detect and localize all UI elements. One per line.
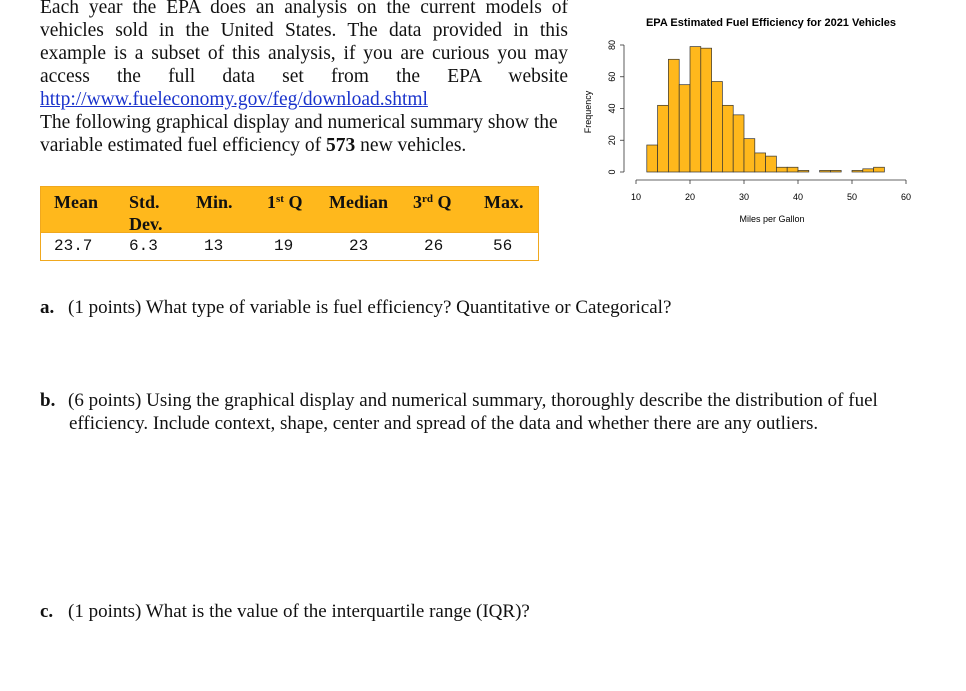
value-min: 13 bbox=[204, 237, 224, 255]
question-c-text: (1 points) What is the value of the interquartile range (IQR)? bbox=[68, 601, 530, 622]
header-median: Median bbox=[329, 192, 389, 212]
histogram-bar bbox=[776, 167, 787, 172]
y-axis bbox=[607, 40, 624, 175]
value-median: 23 bbox=[349, 237, 369, 255]
histogram-bar bbox=[874, 167, 885, 172]
y-axis-label: Frequency bbox=[583, 90, 593, 134]
header-q1 bbox=[267, 191, 302, 213]
x-tick-label: 10 bbox=[630, 192, 642, 202]
intro-paragraph bbox=[40, 0, 568, 157]
question-b-text-cont: efficiency. Include context, shape, center and spread of the data and whether there are any outliers. bbox=[69, 413, 819, 434]
x-tick-label: 50 bbox=[846, 192, 858, 202]
histogram-bar bbox=[690, 47, 701, 172]
histogram-bar bbox=[766, 156, 777, 172]
intro-line: example is a subset of this analysis, if you are curious you may bbox=[40, 43, 568, 64]
histogram-bar bbox=[701, 48, 712, 172]
vehicle-count: 573 bbox=[326, 135, 356, 156]
y-tick-label: 60 bbox=[607, 71, 617, 82]
histogram-bar bbox=[863, 169, 874, 172]
header-q1-num: 1 bbox=[267, 192, 276, 212]
epa-download-link[interactable]: http://www.fueleconomy.gov/feg/download.shtml bbox=[40, 89, 428, 110]
intro-text: variable estimated fuel efficiency of bbox=[40, 135, 327, 156]
histogram-bar bbox=[798, 170, 809, 172]
histogram-bar bbox=[733, 115, 744, 172]
header-q1-sup: st bbox=[276, 193, 284, 205]
question-c bbox=[40, 600, 530, 623]
histogram-bar bbox=[712, 82, 723, 172]
histogram-bar bbox=[668, 59, 679, 172]
x-tick-label: 40 bbox=[792, 192, 804, 202]
value-max: 56 bbox=[493, 237, 513, 255]
y-tick-label: 80 bbox=[607, 39, 617, 51]
chart-title: EPA Estimated Fuel Efficiency for 2021 Vehicles bbox=[645, 17, 897, 29]
intro-line: vehicles sold in the United States. The data provided in this bbox=[40, 20, 568, 41]
histogram-bar bbox=[744, 139, 755, 172]
histogram-bar bbox=[830, 170, 841, 172]
histogram-bar bbox=[852, 170, 863, 172]
histogram-bar bbox=[755, 153, 766, 172]
value-q1: 19 bbox=[274, 237, 294, 255]
question-b-text: (6 points) Using the graphical display and numerical summary, thoroughly describe the distribution of fuel bbox=[68, 390, 878, 411]
header-q1-q: Q bbox=[283, 192, 303, 212]
intro-line: The following graphical display and numerical summary show the bbox=[40, 112, 558, 133]
header-q3 bbox=[413, 191, 452, 213]
x-tick-label: 20 bbox=[684, 192, 696, 202]
question-a-text: (1 points) What type of variable is fuel efficiency? Quantitative or Categorical? bbox=[68, 297, 672, 318]
x-axis bbox=[631, 180, 911, 202]
histogram-bar bbox=[820, 170, 831, 172]
question-a bbox=[40, 296, 671, 319]
histogram-bars bbox=[647, 47, 885, 172]
header-q3-q: Q bbox=[433, 192, 452, 212]
value-q3: 26 bbox=[424, 237, 444, 255]
x-tick-label: 60 bbox=[900, 192, 912, 202]
histogram-bar bbox=[679, 85, 690, 172]
fuel-efficiency-histogram bbox=[570, 0, 950, 240]
value-mean: 23.7 bbox=[54, 237, 93, 255]
intro-line-last bbox=[40, 134, 568, 157]
histogram-bar bbox=[722, 105, 733, 172]
header-std-line2: Dev. bbox=[129, 214, 163, 234]
histogram-bar bbox=[647, 145, 658, 172]
header-max: Max. bbox=[484, 192, 524, 212]
table-row bbox=[41, 232, 538, 260]
header-std-dev bbox=[129, 191, 163, 235]
question-c-label: c. bbox=[40, 601, 54, 622]
value-std: 6.3 bbox=[129, 237, 158, 255]
question-b bbox=[40, 389, 950, 435]
intro-line: Each year the EPA does an analysis on the current models of bbox=[40, 0, 568, 18]
y-tick-label: 20 bbox=[607, 135, 617, 146]
header-q3-num: 3 bbox=[413, 192, 422, 212]
histogram-bar bbox=[787, 167, 798, 172]
x-tick-label: 30 bbox=[738, 192, 750, 202]
intro-line: access the full data set from the EPA website bbox=[40, 66, 568, 87]
question-a-label: a. bbox=[40, 297, 55, 318]
header-std-line1: Std. bbox=[129, 192, 160, 212]
header-min: Min. bbox=[196, 192, 233, 212]
x-axis-label: Miles per Gallon bbox=[739, 214, 805, 224]
intro-text: new vehicles. bbox=[355, 135, 467, 156]
y-tick-label: 0 bbox=[607, 169, 617, 175]
question-b-label: b. bbox=[40, 390, 56, 411]
table-header-row bbox=[41, 187, 538, 232]
header-q3-sup: rd bbox=[422, 193, 433, 205]
histogram-bar bbox=[658, 105, 669, 172]
y-tick-label: 40 bbox=[607, 103, 617, 114]
summary-stats-table bbox=[40, 186, 539, 261]
header-mean: Mean bbox=[54, 192, 98, 212]
